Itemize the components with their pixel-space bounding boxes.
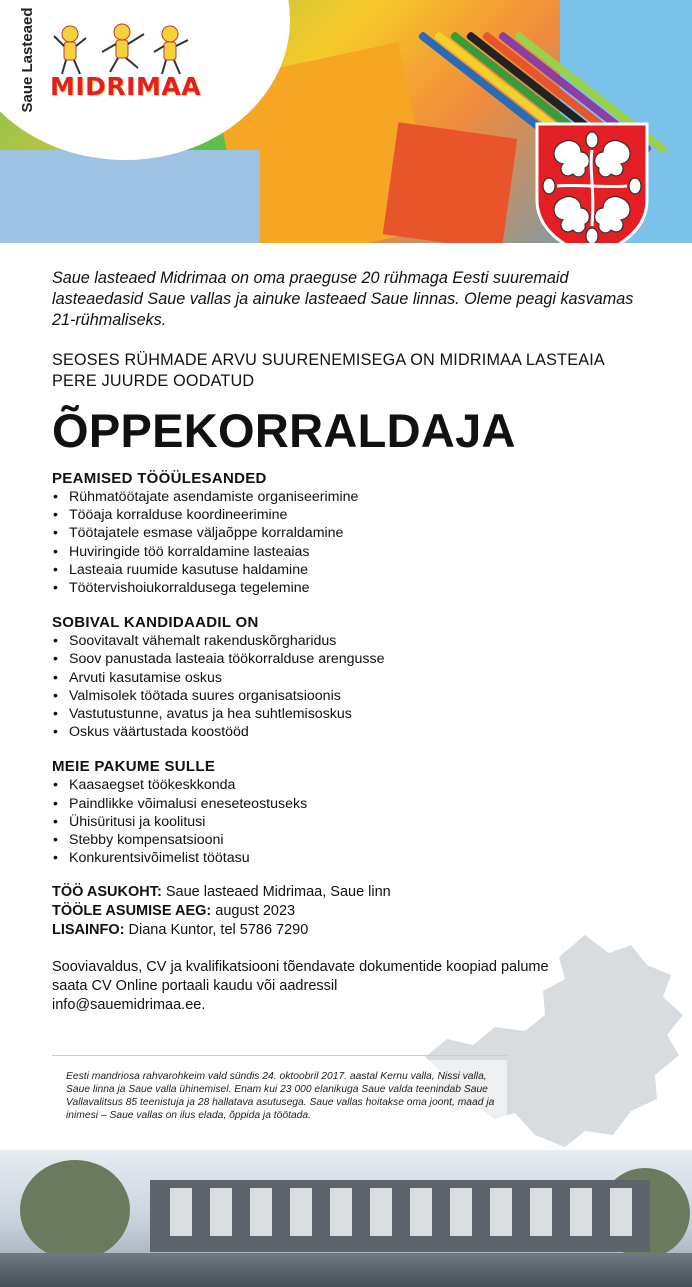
list-item: • Soov panustada lasteaia töökorralduse arengusse <box>52 650 652 668</box>
list-item: • Valmisolek töötada suures organisatsioonis <box>52 687 652 705</box>
job-details <box>52 883 652 940</box>
building-facade <box>150 1180 650 1252</box>
list-item: • Rühmatöötajate asendamiste organiseerimine <box>52 488 652 506</box>
saue-coat-of-arms-icon <box>533 120 651 243</box>
list-item: • Ühisüritusi ja koolitusi <box>52 813 652 831</box>
section-duties <box>52 469 652 597</box>
section-offer <box>52 757 652 867</box>
contact-label: LISAINFO: <box>52 922 125 939</box>
job-ad-content <box>52 268 652 1015</box>
start-value: august 2023 <box>211 903 296 920</box>
subheading: SEOSES RÜHMADE ARVU SUURENEMISEGA ON MIDRIMAA LASTEAIA PERE JUURDE OODATUD <box>52 351 605 390</box>
list-item: • Lasteaia ruumide kasutuse haldamine <box>52 561 652 579</box>
list-item: • Huviringide töö korraldamine lasteaias <box>52 543 652 561</box>
section-heading: PEAMISED TÖÖÜLESANDED <box>52 470 267 487</box>
section-heading: MEIE PAKUME SULLE <box>52 758 216 776</box>
parish-footnote <box>52 1060 507 1132</box>
list-item: • Paindlikke võimalusi eneseteostuseks <box>52 795 652 813</box>
list-item: • Tööaja korralduse koordineerimine <box>52 506 652 524</box>
location-label: TÖÖ ASUKOHT: <box>52 884 162 901</box>
intro-text: Saue lasteaed Midrimaa on oma praeguse 20 rühmaga Eesti suuremaid lasteaedasid Saue vallas ja ainuke lasteaed Saue linnas. Oleme peagi kasvamas 21-rühmaliseks. <box>52 269 634 329</box>
list-item: • Soovitavalt vähemalt rakenduskõrgharidus <box>52 632 652 650</box>
contact-row <box>52 921 652 940</box>
start-row <box>52 902 652 921</box>
list-item: • Kaasaegset töökeskkonda <box>52 776 652 794</box>
job-title: ÕPPEKORRALDAJA <box>52 404 516 457</box>
section-requirements <box>52 613 652 741</box>
apply-text: Sooviavaldus, CV ja kvalifikatsiooni tõendavate dokumentide koopiad palume saata CV Online portaali kaudu või aadressil <box>52 959 549 995</box>
contact-value: Diana Kuntor, tel 5786 7290 <box>124 922 309 939</box>
header-photo <box>0 0 692 243</box>
logo-midrimaa: MIDRIMAA <box>50 72 202 101</box>
logo-saue-lasteaed: Saue Lasteaed <box>18 7 36 113</box>
start-label: TÖÖLE ASUMISE AEG: <box>52 903 212 920</box>
email-link[interactable]: info@sauemidrimaa.ee. <box>52 997 206 1014</box>
list-item: • Konkurentsivõimelist töötasu <box>52 849 652 867</box>
location-value: Saue lasteaed Midrimaa, Saue linn <box>161 884 391 901</box>
list-item: • Vastutustunne, avatus ja hea suhtlemisoskus <box>52 705 652 723</box>
section-heading: SOBIVAL KANDIDAADIL ON <box>52 614 259 632</box>
application-instructions <box>52 958 572 1015</box>
list-item: • Stebby kompensatsiooni <box>52 831 652 849</box>
location-row <box>52 883 652 902</box>
footnote-text: Eesti mandriosa rahvarohkeim vald sündis 24. oktoobril 2017. aastal Kernu valla, Nissi valla, Saue linna ja Saue valla ühinemisel. Enam kui 23 000 elanikuga Saue valda teenindab Saue Vallavalitsus 85 teenistuja ja 28 hallatava asutusega. Saue vallas hoitakse oma joont, maad ja inimesi – Saue vallas on ilus elada, õppida ja töötada. <box>66 1071 495 1121</box>
children-logo-icon <box>52 22 192 78</box>
list-item: • Arvuti kasutamise oskus <box>52 669 652 687</box>
list-item: • Oskus väärtustada koostööd <box>52 723 652 741</box>
offer-list <box>52 776 652 867</box>
list-item: • Töötajatele esmase väljaõppe korraldamine <box>52 524 652 542</box>
requirements-list <box>52 632 652 741</box>
list-item: • Töötervishoiukorraldusega tegelemine <box>52 579 652 597</box>
duties-list <box>52 488 652 597</box>
